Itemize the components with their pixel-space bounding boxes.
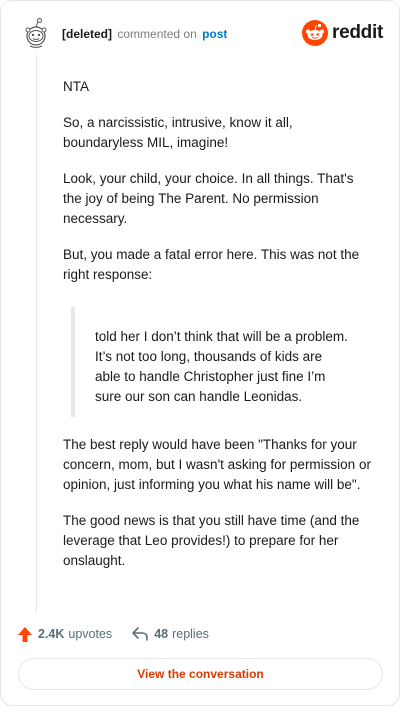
comment-header	[19, 15, 383, 51]
comment-meta	[62, 27, 227, 41]
comment-paragraph: The good news is that you still have time (and the leverage that Leo provides!) to prepare for her onslaught.	[63, 513, 360, 568]
snoo-avatar-icon	[21, 17, 51, 49]
comment-paragraph: The best reply would have been "Thanks for your concern, mom, but I wasn't asking for permission or opinion, just informing you what his name will be".	[63, 437, 371, 492]
upvotes-label: upvotes	[68, 627, 113, 641]
upvotes-stat[interactable]	[18, 627, 112, 642]
comment-body	[63, 77, 375, 587]
comment-paragraph: Look, your child, your choice. In all things. That's the joy of being The Parent. No permission necessary.	[63, 171, 354, 226]
replies-label: replies	[172, 627, 209, 641]
upvotes-count: 2.4K	[38, 627, 65, 641]
meta-verb: commented on	[117, 27, 197, 41]
post-link[interactable]: post	[202, 27, 228, 41]
reddit-logo-icon	[302, 20, 328, 46]
replies-count: 48	[154, 627, 169, 641]
comment-footer	[18, 623, 229, 645]
comment-paragraph: NTA	[63, 79, 89, 94]
replies-stat[interactable]	[132, 627, 209, 641]
blockquote	[71, 307, 351, 417]
author-name[interactable]: [deleted]	[62, 27, 113, 41]
quote-text: told her I don’t think that will be a problem. It’s not too long, thousands of kids are able to handle Christopher just fine I’m sure our son can handle Leonidas.	[95, 329, 348, 404]
comment-paragraph: But, you made a fatal error here. This was not the right response:	[63, 247, 360, 282]
thread-line[interactable]	[36, 55, 37, 611]
view-conversation-button[interactable]: View the conversation	[18, 658, 383, 690]
reddit-wordmark: reddit	[332, 22, 383, 43]
reddit-brand[interactable]	[302, 19, 383, 47]
reply-arrow-icon	[132, 627, 148, 641]
upvote-arrow-icon	[18, 627, 32, 642]
comment-paragraph: So, a narcissistic, intrusive, know it all, boundaryless MIL, imagine!	[63, 115, 293, 150]
